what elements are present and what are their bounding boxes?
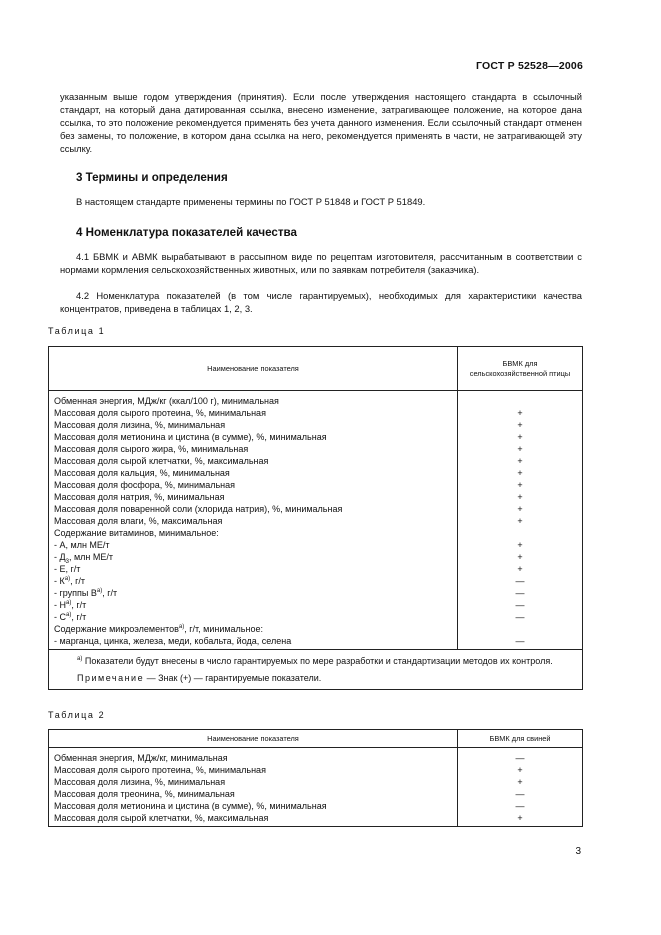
table-row-name: Массовая доля поваренной соли (хлорида натрия), %, минимальная [54,504,343,514]
table-row-mark [458,527,582,539]
table-row-mark: + [517,540,523,550]
table-row-name: Массовая доля кальция, %, минимальная [54,468,230,478]
table-row-mark [458,395,582,407]
table-row-mark: + [517,552,523,562]
table-row-mark: + [517,456,523,466]
table-row-mark: — [515,600,525,610]
table-row-name: Массовая доля метионина и цистина (в сумме), %, минимальная [54,801,327,811]
table-1-header-poultry-text: БВМК для сельскохозяйственной птицы [469,358,571,378]
table-row-mark: — [515,789,525,799]
table-2 [48,729,583,827]
section-4-heading: 4 Номенклатура показателей качества [76,226,297,239]
table-row-mark: — [515,801,525,811]
section-4-paragraph-1: 4.1 БВМК и АВМК вырабатывают в рассыпном виде по рецептам изготовителя, рассчитанным в соответствии с нормами кормления сельскохозяйственных животных, или по заявкам потребителя (заказчика). [60,251,582,275]
table-row-name: Массовая доля сырого протеина, %, минимальная [54,765,266,775]
table-row-name: Массовая доля треонина, %, минимальная [54,789,235,799]
table-row-mark: + [517,444,523,454]
table-row-name: Содержание витаминов, минимальное: [54,528,219,538]
table-row-mark: + [517,408,523,418]
table-1 [48,346,583,690]
section-3-heading: 3 Термины и определения [76,171,228,184]
table-row-mark: + [517,468,523,478]
table-row-name: Содержание микроэлементов$^{а)}$, г/т, минимальное: [54,624,263,634]
table-row-name: - $Д_3$, млн МЕ/т [54,552,113,565]
table-2-name-column [49,752,457,824]
table-row-name: Массовая доля сырого протеина, %, минимальная [54,408,266,418]
table-row-name: Массовая доля натрия, %, минимальная [54,492,225,502]
table-row-name: - марганца, цинка, железа, меди, кобальта, йода, селена [54,636,292,646]
table-1-header-poultry [458,347,583,391]
table-1-header-name: Наименование показателя [49,347,458,391]
table-row-name: - группы $В^{а)}$, г/т [54,588,118,598]
table-row-name: Массовая доля фосфора, %, минимальная [54,480,235,490]
table-row-name: - А, млн МЕ/т [54,540,110,550]
table-row-name: Массовая доля лизина, %, минимальная [54,777,226,787]
table-row-name: - $К^{а)}$, г/т [54,576,85,586]
table-row-mark: + [517,765,523,775]
table-row-mark: — [515,753,525,763]
table-row-name: - Е, г/т [54,564,81,574]
table-row-mark: — [515,588,525,598]
table-row-name: Массовая доля влаги, %, максимальная [54,516,223,526]
intro-paragraph: указанным выше годом утверждения (принятия). Если после утверждения настоящего стандарта в ссылочный стандарт, на который дана датированная ссылка, внесено изменение, затрагивающее положение, на которое дана ссылка, то это положение рекомендуется применять без учета данного изменения. Если ссылочный стандарт отменен без замены, то положение, в котором дана ссылка на него, рекомендуется применять в части, не затрагивающей эту ссылку. [60,91,582,154]
table-1-footnote: $^{а)}$ Показатели будут внесены в число гарантируемых по мере разработки и стандартизации методов их контроля. [77,656,553,666]
table-2-caption: Таблица 2 [48,710,106,720]
table-row-name: - $С^{а)}$, г/т [54,612,87,622]
table-row-mark: + [517,492,523,502]
table-2-mark-column [458,752,582,824]
table-row-name: Массовая доля сырого жира, %, минимальная [54,444,249,454]
table-2-header-pigs: БВМК для свиней [458,730,583,748]
page-number: 3 [575,846,581,857]
table-1-mark-column [458,395,582,647]
table-row-mark: + [517,777,523,787]
table-row-mark: — [515,576,525,586]
table-row-mark: + [517,432,523,442]
table-1-note: Примечание — Знак (+) — гарантируемые показатели. [77,673,322,683]
table-row-name: Обменная энергия, МДж/кг (ккал/100 г), минимальная [54,396,279,406]
table-2-header-name: Наименование показателя [49,730,458,748]
table-1-caption: Таблица 1 [48,326,106,336]
table-row-mark: — [515,612,525,622]
section-3-text: В настоящем стандарте применены термины по ГОСТ Р 51848 и ГОСТ Р 51849. [76,196,426,207]
table-row-name: Массовая доля сырой клетчатки, %, максимальная [54,813,269,823]
table-row-mark: — [515,636,525,646]
table-row-mark: + [517,813,523,823]
table-row-name: - $Н^{а)}$, г/т [54,600,87,610]
table-row-name: Массовая доля сырой клетчатки, %, максимальная [54,456,269,466]
table-row-mark: + [517,480,523,490]
section-4-paragraph-2: 4.2 Номенклатура показателей (в том числе гарантируемых), необходимых для характеристики качества концентратов, приведена в таблицах 1, 2, 3. [60,290,582,314]
table-row-mark [458,623,582,635]
table-row-mark: + [517,504,523,514]
table-row-name: Обменная энергия, МДж/кг, минимальная [54,753,228,763]
table-row-mark: + [517,420,523,430]
table-row-mark: + [517,516,523,526]
table-row-mark: + [517,564,523,574]
table-1-name-column [49,395,457,647]
table-row-name: Массовая доля метионина и цистина (в сумме), %, минимальная [54,432,327,442]
document-header: ГОСТ Р 52528—2006 [475,60,583,72]
table-row-name: Массовая доля лизина, %, минимальная [54,420,226,430]
